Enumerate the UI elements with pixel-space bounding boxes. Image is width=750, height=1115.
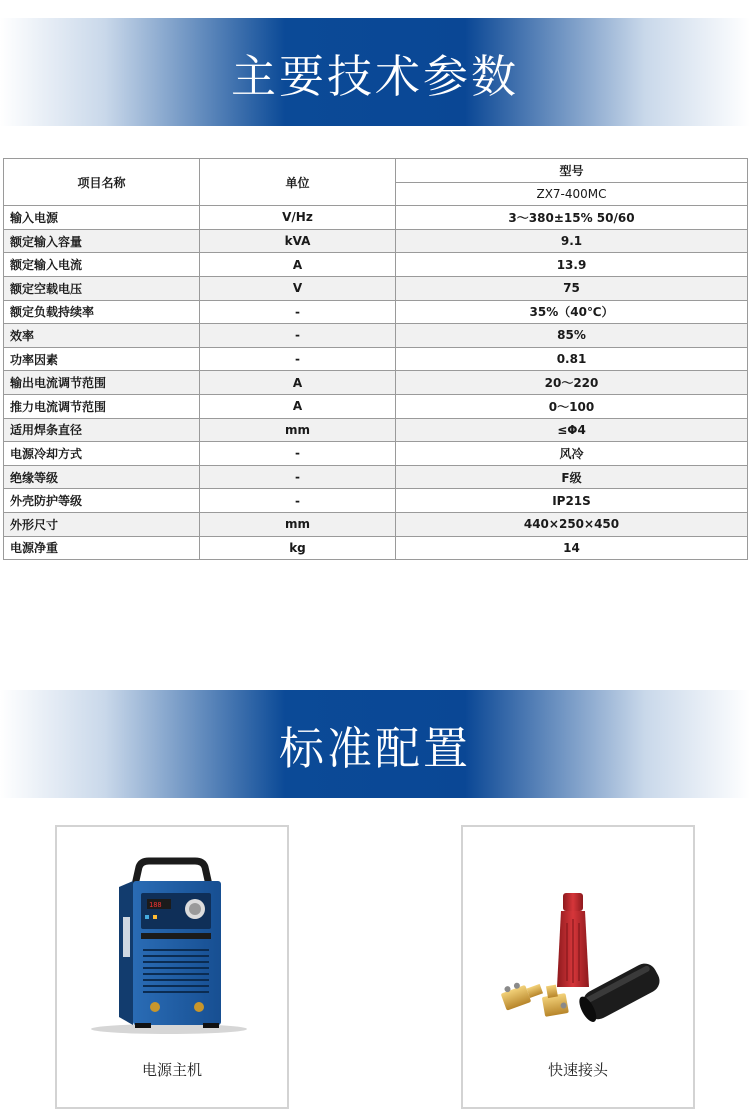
table-row bbox=[4, 536, 748, 560]
spec-value: 14 bbox=[396, 536, 748, 560]
spec-value: 35%（40℃） bbox=[396, 300, 748, 324]
config-item-label: 电源主机 bbox=[141, 1061, 202, 1079]
spec-unit: - bbox=[200, 465, 396, 489]
spec-name: 适用焊条直径 bbox=[4, 418, 200, 442]
spec-name: 绝缘等级 bbox=[4, 465, 200, 489]
spec-value: 9.1 bbox=[396, 229, 748, 253]
quick-connector-image bbox=[463, 857, 693, 1037]
header-model-value: ZX7-400MC bbox=[396, 182, 748, 206]
spec-unit: mm bbox=[200, 418, 396, 442]
spec-unit: V/Hz bbox=[200, 206, 396, 230]
spec-value: 85% bbox=[396, 324, 748, 348]
table-row bbox=[4, 300, 748, 324]
spec-name: 外形尺寸 bbox=[4, 512, 200, 536]
spec-unit: V bbox=[200, 276, 396, 300]
table-row bbox=[4, 276, 748, 300]
spec-unit: A bbox=[200, 253, 396, 277]
spec-name: 额定输入电流 bbox=[4, 253, 200, 277]
spec-unit: A bbox=[200, 394, 396, 418]
spec-value: IP21S bbox=[396, 489, 748, 513]
spec-value: ≤Φ4 bbox=[396, 418, 748, 442]
spec-unit: - bbox=[200, 300, 396, 324]
spec-value: 75 bbox=[396, 276, 748, 300]
spec-value: 0～100 bbox=[396, 394, 748, 418]
spec-name: 外壳防护等级 bbox=[4, 489, 200, 513]
spec-name: 输出电流调节范围 bbox=[4, 371, 200, 395]
config-card-quick-connector bbox=[461, 825, 695, 1109]
svg-text:188: 188 bbox=[149, 901, 162, 909]
spec-value: 风冷 bbox=[396, 442, 748, 466]
header-unit: 单位 bbox=[200, 159, 396, 206]
spec-unit: - bbox=[200, 347, 396, 371]
spec-name: 效率 bbox=[4, 324, 200, 348]
config-item-label: 快速接头 bbox=[547, 1061, 608, 1079]
header-model-label: 型号 bbox=[396, 159, 748, 183]
config-banner bbox=[0, 690, 750, 798]
specs-table bbox=[3, 158, 748, 560]
spec-name: 额定负载持续率 bbox=[4, 300, 200, 324]
spec-unit: - bbox=[200, 324, 396, 348]
specs-section-title: 主要技术参数 bbox=[230, 49, 519, 103]
spec-unit: - bbox=[200, 442, 396, 466]
spec-value: 3～380±15% 50/60 bbox=[396, 206, 748, 230]
spec-name: 输入电源 bbox=[4, 206, 200, 230]
spec-value: 20～220 bbox=[396, 371, 748, 395]
spec-name: 功率因素 bbox=[4, 347, 200, 371]
spec-unit: - bbox=[200, 489, 396, 513]
specs-banner bbox=[0, 18, 750, 126]
spec-unit: mm bbox=[200, 512, 396, 536]
welding-machine-image bbox=[57, 857, 287, 1037]
spec-unit: kVA bbox=[200, 229, 396, 253]
table-row bbox=[4, 206, 748, 230]
config-card-power-unit bbox=[55, 825, 289, 1109]
spec-name: 额定输入容量 bbox=[4, 229, 200, 253]
table-row bbox=[4, 253, 748, 277]
table-row bbox=[4, 394, 748, 418]
spec-name: 额定空载电压 bbox=[4, 276, 200, 300]
table-row bbox=[4, 489, 748, 513]
table-row bbox=[4, 347, 748, 371]
table-row bbox=[4, 324, 748, 348]
spec-name: 推力电流调节范围 bbox=[4, 394, 200, 418]
table-row bbox=[4, 442, 748, 466]
spec-name: 电源冷却方式 bbox=[4, 442, 200, 466]
table-row bbox=[4, 512, 748, 536]
table-row bbox=[4, 229, 748, 253]
spec-unit: kg bbox=[200, 536, 396, 560]
spec-name: 电源净重 bbox=[4, 536, 200, 560]
spec-value: 0.81 bbox=[396, 347, 748, 371]
table-header-row bbox=[4, 159, 748, 183]
spec-value: 440×250×450 bbox=[396, 512, 748, 536]
header-item-name: 项目名称 bbox=[4, 159, 200, 206]
table-row bbox=[4, 371, 748, 395]
table-row bbox=[4, 418, 748, 442]
spec-value: F级 bbox=[396, 465, 748, 489]
table-row bbox=[4, 465, 748, 489]
spec-value: 13.9 bbox=[396, 253, 748, 277]
spec-unit: A bbox=[200, 371, 396, 395]
config-section-title: 标准配置 bbox=[278, 721, 471, 775]
